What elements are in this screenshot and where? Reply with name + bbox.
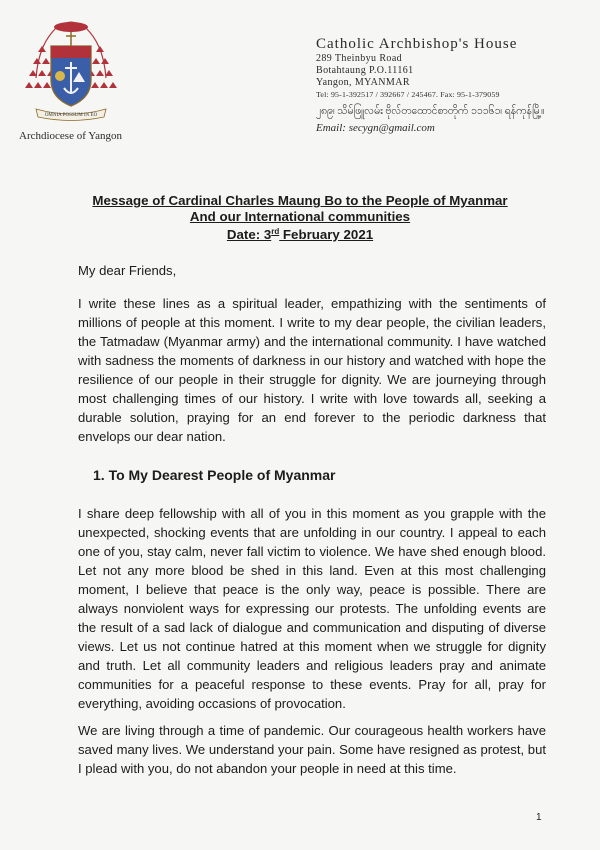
- address-burmese: ၂၈၉၊ သိမ်ဖြူလမ်း ဗိုလ်တထောင်စာတိုက် ၁၁၁၆၁၊ ရန်ကုန်မြို့။: [316, 106, 545, 117]
- headline-line-2: And our International communities: [189, 208, 411, 224]
- paragraph-fellowship: I share deep fellowship with all of you in this moment as you grapple with the unexpected, shocking events that are unfolding in our country. I appeal to each one of you, stay calm, never fall victim to violence. We have shed enough blood. Let not any more blood be shed in this land. Even at this most challenging moment, I believe that peace is the only way, peace is possible. There are always nonviolent ways for expressing our protests. The unfolding events are the result of a sad lack of dialogue and communication and disputing of diverse views. Let us not continue hatred at this moment when we struggle for dignity and truth. Let all community leaders and religious leaders pray and animate communities for a peaceful response to these events. Pray for all, pray for everything, avoiding occasions of provocation.: [78, 506, 546, 711]
- archdiocese-coat-of-arms-icon: [22, 18, 120, 122]
- letterhead-address-block: [316, 36, 544, 135]
- address-tel-fax: Tel: 95-1-392517 / 392667 / 245467. Fax: 95-1-379059: [316, 90, 500, 99]
- crest-motto: OMNIA POSSUM IN EO: [44, 113, 98, 118]
- date-suffix: February 2021: [279, 227, 374, 242]
- letterhead-title: Catholic Archbishop's House: [316, 36, 518, 52]
- paragraph-intro: I write these lines as a spiritual leader, empathizing with the sentiments of millions of people at this moment. I write to my dear people, the civilian leaders, the Tatmadaw (Myanmar army) and the international community. I have watched with sadness the moments of darkness in our history and watched with hope the resilience of our people in their struggle for dignity. We are journeying through most challenging times of our history. I write with love towards all, seeking a durable solution, praying for an end forever to the periodic darkness that envelops our dear nation.: [78, 296, 546, 444]
- address-street: 289 Theinbyu Road: [316, 53, 403, 64]
- date-prefix: Date: 3: [226, 227, 272, 242]
- headline-line-1: Message of Cardinal Charles Maung Bo to the People of Myanmar: [92, 193, 508, 208]
- greeting: My dear Friends,: [78, 263, 177, 278]
- archdiocese-name: Archdiocese of Yangon: [19, 130, 122, 142]
- date-superscript: rd: [271, 227, 280, 236]
- section-heading: 1. To My Dearest People of Myanmar: [93, 467, 336, 483]
- headline-date: [0, 224, 600, 243]
- address-city: Yangon, MYANMAR: [316, 77, 410, 88]
- message-headline: [0, 193, 600, 243]
- letterhead-email: Email: secygn@gmail.com: [316, 122, 435, 134]
- paragraph-pandemic: We are living through a time of pandemic. Our courageous health workers have saved many lives. We understand your pain. Some have resigned as protest, but I plead with you, do not abandon your people in need at this time.: [78, 723, 546, 776]
- page-number: 1: [536, 812, 542, 823]
- address-post-office: Botahtaung P.O.11161: [316, 65, 414, 76]
